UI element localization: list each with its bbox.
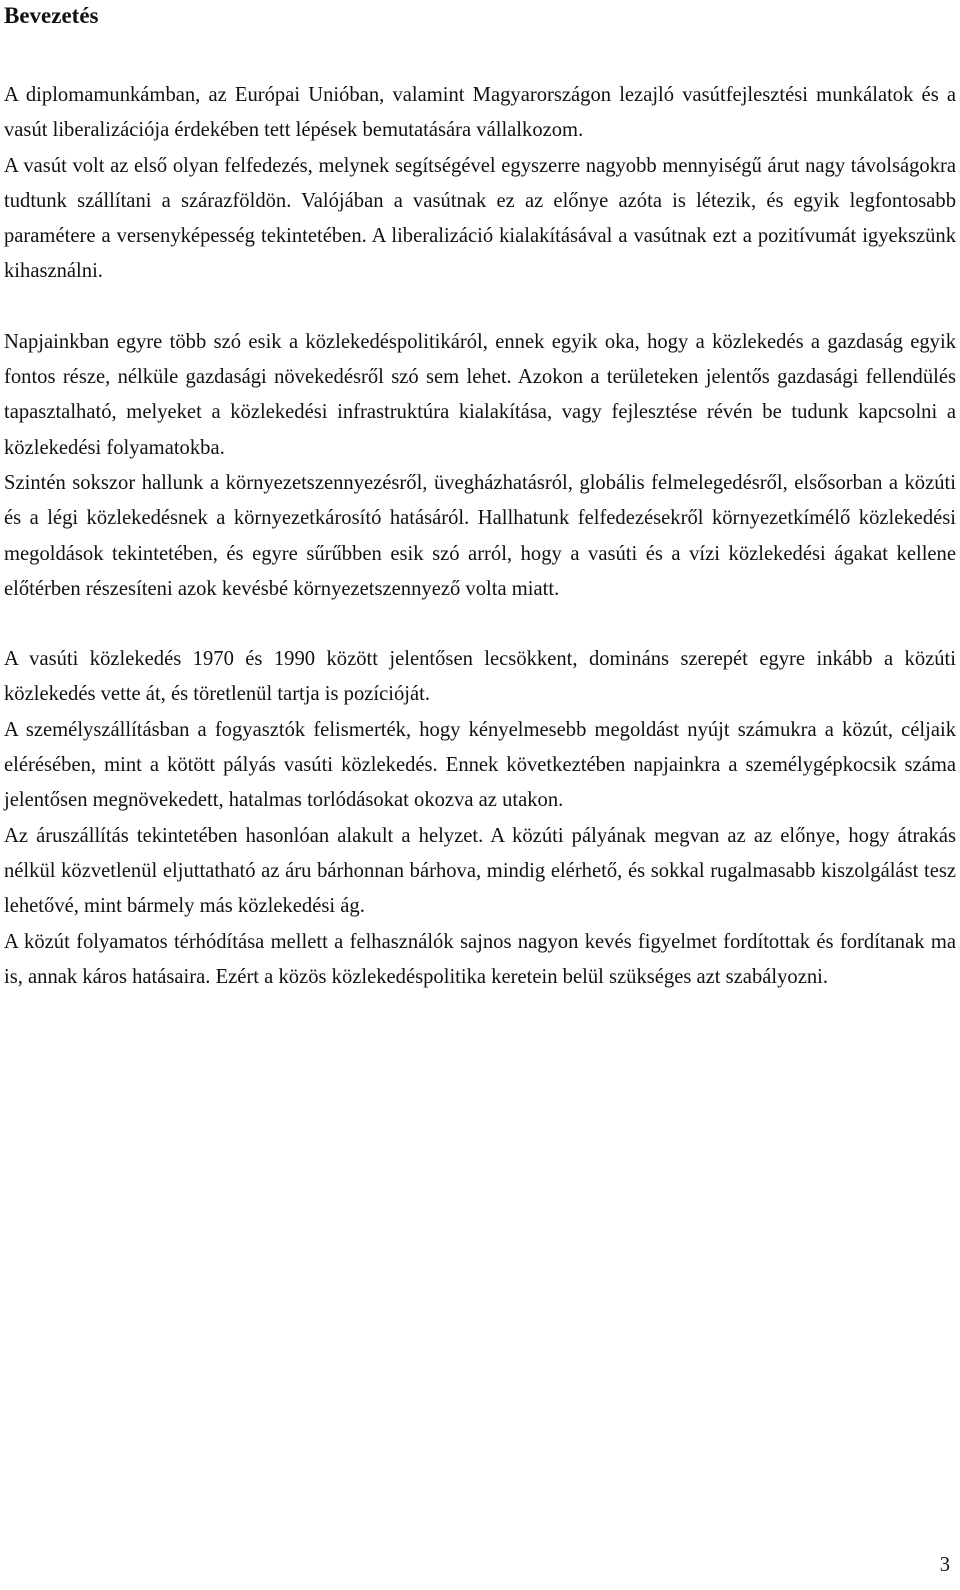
page-number: 3 [939,1554,950,1576]
text-block-2 [4,325,956,607]
text-block-1 [4,78,956,290]
document-page [4,0,956,995]
text-block-3 [4,642,956,995]
spacer [4,290,956,325]
paragraph: A diplomamunkámban, az Európai Unióban, valamint Magyarországon lezajló vasútfejlesztési munkálatok és a vasút liberalizációja érdekében tett lépések bemutatására vállalkozom. [4,84,956,142]
page-title: Bevezetés [4,3,99,28]
paragraph: Szintén sokszor hallunk a környezetszennyezésről, üvegházhatásról, globális felmelegedésről, elsősorban a közúti és a légi közlekedésnek a környezetkárosító hatásáról. Hallhatunk felfedezésekről környezetkímélő közlekedési megoldások tekintetében, és egyre sűrűbben esik szó arról, hogy a vasúti és a vízi közlekedési ágakat kellene előtérben részesíteni azok kevésbé környezetszennyező volta miatt. [4,471,956,600]
paragraph: A közút folyamatos térhódítása mellett a felhasználók sajnos nagyon kevés figyelmet fordítottak és fordítanak ma is, annak káros hatásaira. Ezért a közös közlekedéspolitika keretein belül szükséges azt szabályozni. [4,930,956,988]
spacer [4,30,956,78]
spacer [4,607,956,642]
paragraph: A vasút volt az első olyan felfedezés, melynek segítségével egyszerre nagyobb mennyiségű árut nagy távolságokra tudtunk szállítani a szárazföldön. Valójában a vasútnak ez az előnye azóta is létezik, és egyik legfontosabb paramétere a versenyképesség tekintetében. A liberalizáció kialakításával a vasútnak ezt a pozitívumát igyekszünk kihasználni. [4,154,956,283]
paragraph: Napjainkban egyre több szó esik a közlekedéspolitikáról, ennek egyik oka, hogy a közlekedés a gazdaság egyik fontos része, nélküle gazdasági növekedésről szó sem lehet. Azokon a területeken jelentős gazdasági fellendülés tapasztalható, melyeket a közlekedési infrastruktúra kialakítása, vagy fejlesztése révén be tudunk kapcsolni a közlekedési folyamatokba. [4,330,956,459]
paragraph: Az áruszállítás tekintetében hasonlóan alakult a helyzet. A közúti pályának megvan az az előnye, hogy átrakás nélkül közvetlenül eljuttatható az áru bárhonnan bárhova, mindig elérhető, és sokkal rugalmasabb kiszolgálást tesz lehetővé, mint bármely más közlekedési ág. [4,824,956,918]
paragraph: A vasúti közlekedés 1970 és 1990 között jelentősen lecsökkent, domináns szerepét egyre inkább a közúti közlekedés vette át, és töretlenül tartja is pozícióját. [4,648,956,706]
paragraph: A személyszállításban a fogyasztók felismerték, hogy kényelmesebb megoldást nyújt számukra a közút, céljaik elérésében, mint a kötött pályás vasúti közlekedés. Ennek következtében napjainkra a személygépkocsik száma jelentősen megnövekedett, hatalmas torlódásokat okozva az utakon. [4,718,956,812]
